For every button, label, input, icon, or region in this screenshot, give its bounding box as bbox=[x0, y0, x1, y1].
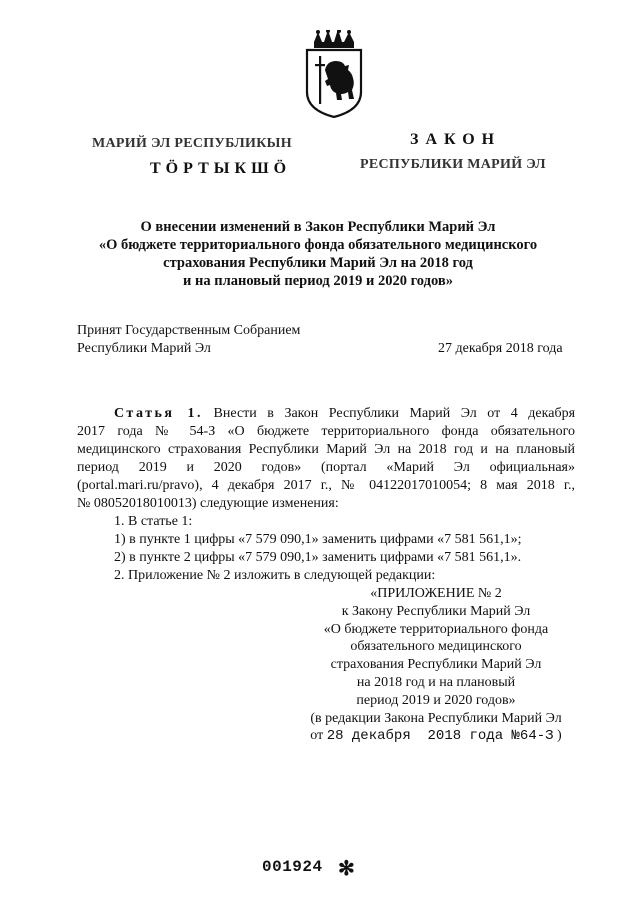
appendix-line: обязательного медицинского bbox=[350, 639, 522, 655]
appendix-from: от bbox=[310, 728, 324, 744]
appendix-line: (в редакции Закона Республики Марий Эл bbox=[310, 710, 562, 726]
appendix-close: ) bbox=[557, 728, 562, 744]
article-line4: период 2019 и 2020 годов» (портал «Марий Эл официальная» bbox=[77, 460, 575, 475]
header-left-line2: ТӦРТЫКШӦ bbox=[150, 160, 292, 177]
header-left-line1: МАРИЙ ЭЛ РЕСПУБЛИКЫН bbox=[92, 136, 292, 151]
appendix-line: «ПРИЛОЖЕНИЕ № 2 bbox=[370, 586, 502, 601]
law-title-line: и на плановый период 2019 и 2020 годов» bbox=[183, 273, 453, 289]
coat-of-arms-emblem bbox=[303, 30, 365, 118]
adopted-line2: Республики Марий Эл bbox=[77, 341, 211, 356]
appendix-line: период 2019 и 2020 годов» bbox=[356, 692, 516, 708]
article-item1: 1. В статье 1: bbox=[114, 514, 193, 529]
article-line3: медицинского страхования Республики Марий Эл на 2018 год и на плановый bbox=[77, 442, 575, 457]
asterisk-mark: ✻ bbox=[338, 858, 355, 880]
appendix-last-line bbox=[286, 727, 586, 746]
adopted-line1: Принят Государственным Собранием bbox=[77, 323, 301, 338]
appendix-typed-date: 28 декабря 2018 года №64-З bbox=[326, 728, 554, 745]
adopted-date: 27 декабря 2018 года bbox=[438, 341, 563, 356]
appendix-block bbox=[286, 585, 586, 746]
law-title-line: страхования Республики Марий Эл на 2018 год bbox=[163, 255, 473, 271]
article-item1a: 1) в пункте 1 цифры «7 579 090,1» заменить цифрами «7 581 561,1»; bbox=[114, 532, 522, 547]
law-title bbox=[60, 218, 576, 290]
appendix-line: на 2018 год и на плановый bbox=[356, 674, 516, 690]
article-line5: (portal.mari.ru/pravo), 4 декабря 2017 г., № 04122017010054; 8 мая 2018 г., bbox=[77, 478, 575, 493]
article-item1b: 2) в пункте 2 цифры «7 579 090,1» заменить цифрами «7 581 561,1». bbox=[114, 550, 522, 565]
article-item2: 2. Приложение № 2 изложить в следующей редакции: bbox=[114, 568, 436, 583]
appendix-line: к Закону Республики Марий Эл bbox=[341, 603, 531, 619]
article-line2: 2017 года № 54-З «О бюджете территориального фонда обязательного bbox=[77, 424, 575, 439]
law-title-line: О внесении изменений в Закон Республики Марий Эл bbox=[140, 219, 496, 235]
article-line6: № 08052018010013) следующие изменения: bbox=[77, 496, 339, 511]
appendix-line: «О бюджете территориального фонда bbox=[323, 621, 549, 637]
article-line1-text: Внести в Закон Республики Марий Эл от 4 декабря bbox=[213, 406, 576, 421]
law-title-line: «О бюджете территориального фонда обязательного медицинского bbox=[98, 237, 538, 253]
appendix-line: страхования Республики Марий Эл bbox=[330, 657, 542, 673]
article-label: Статья 1. bbox=[114, 406, 203, 421]
header-right-line1: ЗАКОН bbox=[410, 131, 502, 148]
article-first-line bbox=[114, 406, 575, 422]
header-right-line2: РЕСПУБЛИКИ МАРИЙ ЭЛ bbox=[360, 157, 546, 172]
document-serial-number: 001924 bbox=[262, 858, 323, 876]
